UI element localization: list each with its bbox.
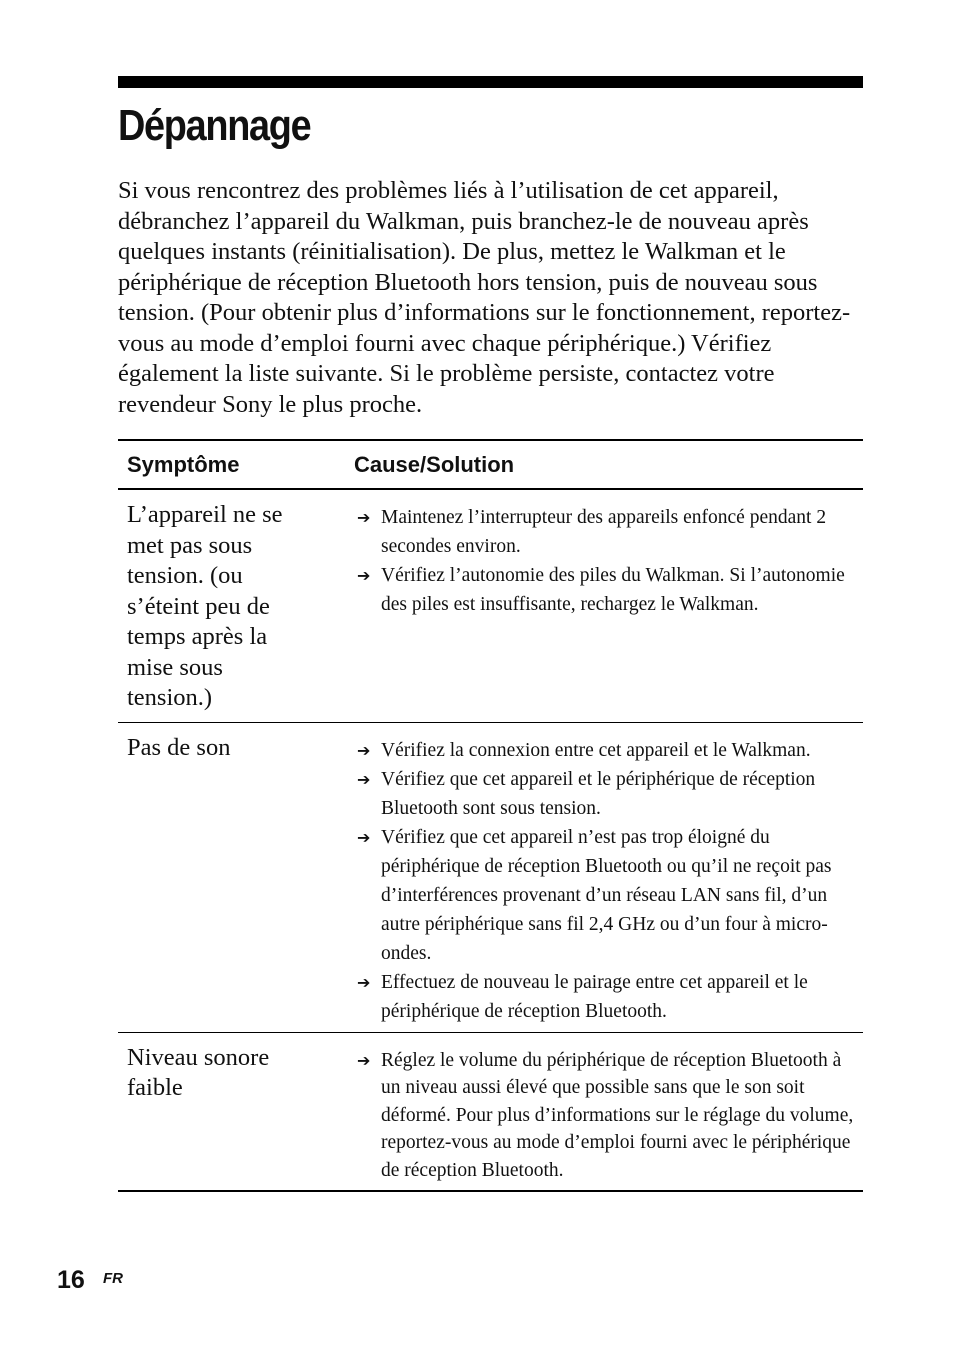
page-title: Dépannage <box>118 101 311 150</box>
symptom-cell: Niveau sonore faible <box>127 1043 270 1101</box>
table-header-row <box>118 440 863 489</box>
solution-text: Réglez le volume du périphérique de réception Bluetooth à un niveau aussi élevé que possible sans que le son soit déformé. Pour plus d’informations sur le réglage du volume, reportez-vous au mode d’emploi fourni avec le périphérique de réception Bluetooth. <box>381 1049 854 1181</box>
arrow-right-icon: ➔ <box>357 769 371 789</box>
language-code: FR <box>103 1270 123 1287</box>
arrow-right-icon: ➔ <box>357 740 371 760</box>
solution-item <box>354 765 863 823</box>
arrow-right-icon: ➔ <box>357 508 371 527</box>
table-row <box>118 1032 863 1191</box>
solution-text: Vérifiez que cet appareil et le périphérique de réception Bluetooth sont sous tension. <box>381 768 816 819</box>
arrow-right-icon: ➔ <box>357 566 371 585</box>
arrow-right-icon: ➔ <box>357 1050 371 1070</box>
symptom-cell: L’appareil ne se met pas sous tension. (ou s’éteint peu de temps après la mise sous tension.) <box>127 501 283 711</box>
solution-text: Effectuez de nouveau le pairage entre cet appareil et le périphérique de réception Bluetooth. <box>381 971 808 1022</box>
symptom-cell: Pas de son <box>127 733 231 761</box>
solution-item <box>354 503 863 561</box>
title-rule <box>118 76 863 88</box>
troubleshooting-table <box>118 439 863 1192</box>
table-row <box>118 722 863 1032</box>
solution-item <box>354 823 863 968</box>
page-number: 16 <box>57 1266 85 1294</box>
table-row <box>118 489 863 722</box>
solution-text: Vérifiez l’autonomie des piles du Walkman. Si l’autonomie des piles est insuffisante, rechargez le Walkman. <box>381 565 845 615</box>
solution-item <box>354 736 863 765</box>
solution-text: Vérifiez la connexion entre cet appareil et le Walkman. <box>381 739 811 761</box>
solution-item <box>354 561 863 619</box>
solution-item <box>354 1047 863 1185</box>
solution-text: Maintenez l’interrupteur des appareils enfoncé pendant 2 secondes environ. <box>381 507 827 557</box>
solution-list <box>354 1047 863 1185</box>
intro-paragraph: Si vous rencontrez des problèmes liés à l’utilisation de cet appareil, débranchez l’appareil du Walkman, puis branchez-le de nouveau après quelques instants (réinitialisation). De plus, mettez le Walkman et le périphérique de réception Bluetooth hors tension, puis de nouveau sous tension. (Pour obtenir plus d’informations sur le fonctionnement, reportez-vous au mode d’emploi fourni avec chaque périphérique.) Vérifiez également la liste suivante. Si le problème persiste, contactez votre revendeur Sony le plus proche. <box>118 177 851 418</box>
header-cause-solution: Cause/Solution <box>354 440 863 489</box>
arrow-right-icon: ➔ <box>357 972 371 992</box>
solution-item <box>354 968 863 1026</box>
solution-text: Vérifiez que cet appareil n’est pas trop éloigné du périphérique de réception Bluetooth ou qu’il ne reçoit pas d’interférences provenant d’un réseau LAN sans fil, d’un autre périphérique sans fil 2,4 GHz ou d’un four à micro-ondes. <box>381 826 832 964</box>
header-symptom: Symptôme <box>118 440 354 489</box>
solution-list <box>354 503 863 619</box>
solution-list <box>354 736 863 1026</box>
arrow-right-icon: ➔ <box>357 827 371 847</box>
